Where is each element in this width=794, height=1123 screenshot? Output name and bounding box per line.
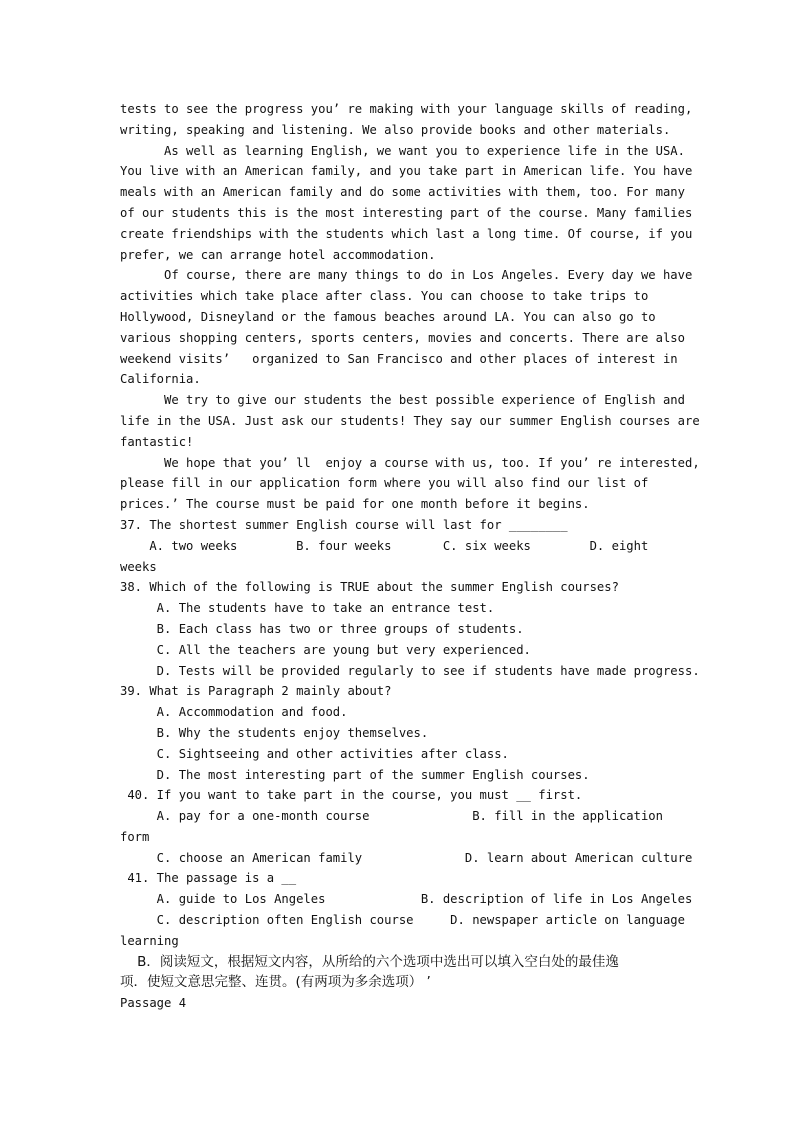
question-37: 37. The shortest summer English course will last for ________ [120, 517, 568, 532]
text-line: weekend visits’ organized to San Francisco and other places of interest in [120, 351, 678, 366]
question-41: 41. The passage is a __ [120, 871, 297, 886]
section-b-instruction: B．阅读短文，根据短文内容，从所给的六个选项中选出可以填入空白处的最佳逸 [120, 953, 619, 970]
text-line: California. [120, 372, 201, 387]
text-line: prefer, we can arrange hotel accommodation. [120, 247, 436, 262]
question-40-options-ab: A. pay for a one-month course B. fill in the application [120, 809, 663, 824]
text-line: Of course, there are many things to do in Los Angeles. Every day we have [120, 268, 693, 283]
text-line: We hope that you’ ll enjoy a course with us, too. If you’ re interested, [120, 455, 700, 470]
question-40-options-cd: C. choose an American family D. learn about American culture [120, 850, 693, 865]
question-39-option-d: D. The most interesting part of the summer English courses. [120, 767, 590, 782]
question-41-options-ab: A. guide to Los Angeles B. description of life in Los Angeles [120, 892, 693, 907]
text-line: tests to see the progress you’ re making with your language skills of reading, [120, 102, 693, 116]
question-40: 40. If you want to take part in the course, you must __ first. [120, 788, 583, 803]
question-39-option-b: B. Why the students enjoy themselves. [120, 725, 429, 740]
question-38-option-c: C. All the teachers are young but very experienced. [120, 642, 531, 657]
question-39-option-c: C. Sightseeing and other activities after class. [120, 746, 509, 761]
text-line: prices.’ The course must be paid for one month before it begins. [120, 497, 590, 512]
text-line: weeks [120, 559, 157, 574]
text-line: activities which take place after class. You can choose to take trips to [120, 289, 649, 304]
question-39-option-a: A. Accommodation and food. [120, 705, 348, 720]
section-b-instruction: 项．使短文意思完整、连贯。(有两项为多余选项） ’ [120, 974, 431, 991]
question-37-options: A. two weeks B. four weeks C. six weeks D. eight [120, 538, 649, 553]
text-line: learning [120, 933, 179, 948]
document-page [120, 99, 700, 1014]
question-39: 39. What is Paragraph 2 mainly about? [120, 684, 392, 699]
text-line: of our students this is the most interesting part of the course. Many families [120, 205, 693, 220]
text-line: As well as learning English, we want you to experience life in the USA. [120, 143, 685, 158]
text-line: meals with an American family and do some activities with them, too. For many [120, 185, 685, 200]
text-line: You live with an American family, and you take part in American life. You have [120, 164, 693, 179]
question-38-option-d: D. Tests will be provided regularly to see if students have made progress. [120, 663, 700, 678]
text-line: form [120, 829, 150, 844]
question-38-option-b: B. Each class has two or three groups of students. [120, 621, 524, 636]
text-line: life in the USA. Just ask our students! They say our summer English courses are [120, 413, 700, 428]
text-line: fantastic! [120, 434, 194, 449]
text-line: Hollywood, Disneyland or the famous beaches around LA. You can also go to [120, 309, 656, 324]
text-line: We try to give our students the best possible experience of English and [120, 393, 685, 408]
passage-label: Passage 4 [120, 996, 187, 1011]
text-line: various shopping centers, sports centers, movies and concerts. There are also [120, 330, 685, 345]
question-41-options-cd: C. description often English course D. newspaper article on language [120, 913, 685, 928]
question-38-option-a: A. The students have to take an entrance test. [120, 601, 495, 616]
text-line: create friendships with the students which last a long time. Of course, if you [120, 226, 693, 241]
text-line: please fill in our application form where you will also find our list of [120, 476, 649, 491]
text-line: writing, speaking and listening. We also provide books and other materials. [120, 122, 671, 137]
question-38: 38. Which of the following is TRUE about the summer English courses? [120, 580, 619, 595]
